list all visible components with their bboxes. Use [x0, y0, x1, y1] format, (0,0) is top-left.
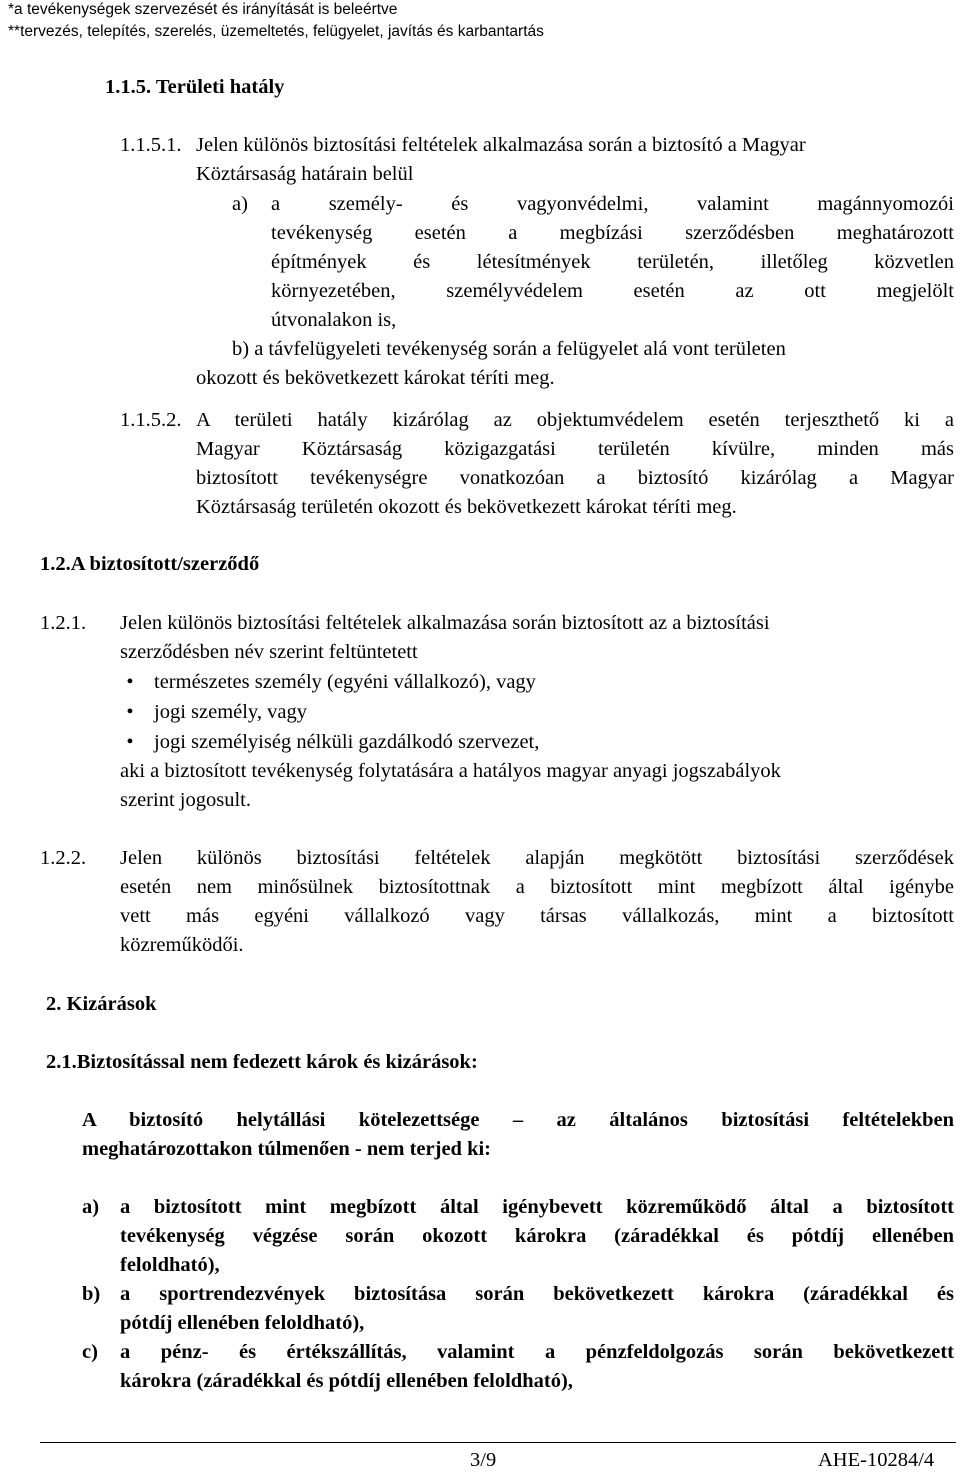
clause-text: szerint jogosult. [120, 789, 251, 811]
exclusion-label-c: c) [82, 1341, 98, 1363]
exclusion-text: károkra (záradékkal és pótdíj ellenében feloldható), [120, 1370, 573, 1392]
list-item-a-line: útvonalakon is, [271, 309, 397, 331]
exclusion-label-a: a) [82, 1196, 100, 1218]
header-note-2: **tervezés, telepítés, szerelés, üzemeltetés, felügyelet, javítás és karbantartás [8, 23, 544, 40]
exclusions-intro: A biztosító helytállási kötelezettsége – az általános biztosítási feltételekben [82, 1109, 954, 1131]
clause-number-1-1-5-2: 1.1.5.2. [120, 409, 182, 431]
document-code: AHE-10284/4 [818, 1449, 935, 1471]
bullet-icon: • [126, 701, 134, 723]
bullet-text: természetes személy (egyéni vállalkozó), vagy [154, 671, 536, 693]
section-heading-1-2: 1.2.A biztosított/szerződő [40, 553, 260, 575]
clause-text: Jelen különös biztosítási feltételek alkalmazása során a biztosító a Magyar [196, 134, 806, 156]
list-item-b: b) a távfelügyeleti tevékenység során a felügyelet alá vont területen [232, 338, 786, 360]
exclusion-label-b: b) [82, 1283, 101, 1305]
clause-number-1-2-2: 1.2.2. [40, 847, 87, 869]
list-item-b-cont: okozott és bekövetkezett károkat téríti meg. [196, 367, 555, 389]
clause-number-1-2-1: 1.2.1. [40, 612, 87, 634]
clause-text: vett más egyéni vállalkozó vagy társas vállalkozás, mint a biztosított [120, 905, 954, 927]
page-number: 3/9 [470, 1449, 497, 1471]
clause-number-1-1-5-1: 1.1.5.1. [120, 134, 182, 156]
exclusion-text: feloldható), [120, 1254, 220, 1276]
list-item-a-line: tevékenység esetén a megbízási szerződésben meghatározott [271, 222, 954, 244]
clause-text: esetén nem minősülnek biztosítottnak a biztosított mint megbízott által igénybe [120, 876, 954, 898]
section-heading-1-1-5: 1.1.5. Területi hatály [105, 76, 285, 98]
bullet-icon: • [126, 671, 134, 693]
footer-divider [40, 1442, 956, 1443]
clause-text: közreműködői. [120, 934, 244, 956]
header-note-1: *a tevékenységek szervezését és irányítását is beleértve [8, 1, 398, 18]
bullet-text: jogi személyiség nélküli gazdálkodó szervezet, [154, 731, 540, 753]
clause-text: Magyar Köztársaság közigazgatási területén kívülre, minden más [196, 438, 954, 460]
bullet-text: jogi személy, vagy [154, 701, 307, 723]
exclusion-text: a pénz- és értékszállítás, valamint a pénzfeldolgozás során bekövetkezett [120, 1341, 954, 1363]
bullet-icon: • [126, 731, 134, 753]
list-item-a-line: a személy- és vagyonvédelmi, valamint magánnyomozói [271, 193, 954, 215]
clause-text: Köztársaság területén okozott és bekövetkezett károkat téríti meg. [196, 496, 737, 518]
list-label-a: a) [232, 193, 248, 215]
clause-text: Jelen különös biztosítási feltételek alapján megkötött biztosítási szerződések [120, 847, 954, 869]
exclusion-text: a biztosított mint megbízott által igénybevett közreműködő által a biztosított [120, 1196, 954, 1218]
exclusion-text: a sportrendezvények biztosítása során bekövetkezett károkra (záradékkal és [120, 1283, 954, 1305]
section-heading-2: 2. Kizárások [46, 993, 157, 1015]
clause-text: A területi hatály kizárólag az objektumvédelem esetén terjeszthető ki a [196, 409, 954, 431]
list-item-a-line: környezetében, személyvédelem esetén az ott megjelölt [271, 280, 954, 302]
clause-text: szerződésben név szerint feltüntetett [120, 641, 418, 663]
clause-text: aki a biztosított tevékenység folytatására a hatályos magyar anyagi jogszabályok [120, 760, 781, 782]
exclusion-text: pótdíj ellenében feloldható), [120, 1312, 365, 1334]
exclusion-text: tevékenység végzése során okozott károkra (záradékkal és pótdíj ellenében [120, 1225, 954, 1247]
exclusions-intro: meghatározottakon túlmenően - nem terjed ki: [82, 1138, 491, 1160]
section-heading-2-1: 2.1.Biztosítással nem fedezett károk és kizárások: [46, 1051, 478, 1073]
list-item-a-line: építmények és létesítmények területén, illetőleg közvetlen [271, 251, 954, 273]
clause-text: Köztársaság határain belül [196, 163, 414, 185]
clause-text: biztosított tevékenységre vonatkozóan a biztosító kizárólag a Magyar [196, 467, 954, 489]
clause-text: Jelen különös biztosítási feltételek alkalmazása során biztosított az a biztosítási [120, 612, 770, 634]
